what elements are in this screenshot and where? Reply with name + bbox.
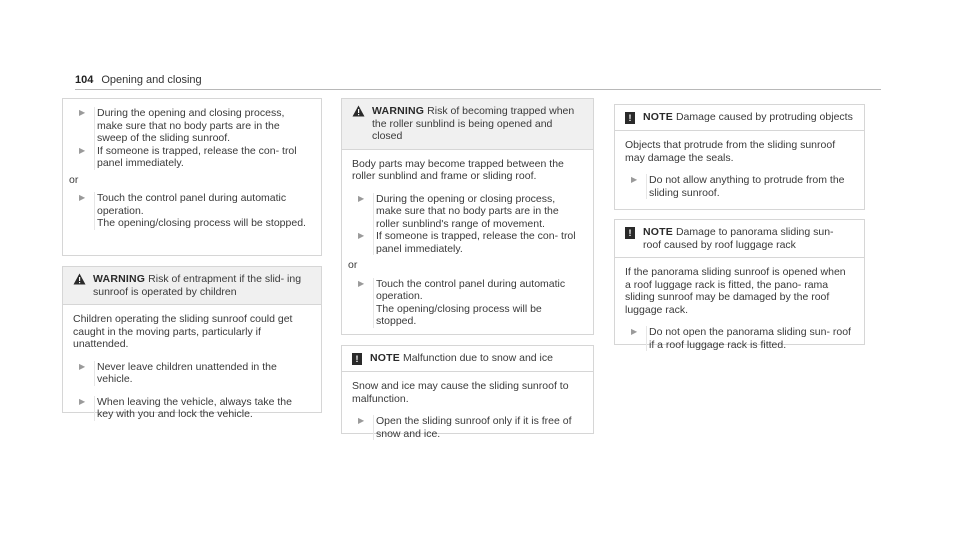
note-keyword: NOTE [643,111,673,123]
arrow-right-icon: ▶ [358,231,365,240]
arrow-right-icon: ▶ [358,416,365,425]
step-item: ▶ Never leave children unattended in the vehicle. [73,361,311,386]
warning-triangle-icon [73,273,87,298]
section-title: Opening and closing [101,74,202,86]
arrow-right-icon: ▶ [79,193,86,202]
note-body: If the panorama sliding sunroof is opened when a roof luggage rack is fitted, the pano- rama sliding sunroof may be damaged by the roof luggage rack. [625,266,846,316]
exclamation-icon: ! [625,112,635,124]
step-item: ▶ During the opening and closing process, make sure that no body parts are in the sweep of the sliding sunroof. [73,107,311,145]
note-title: Damage to panorama sliding sun- roof caused by roof luggage rack [643,226,834,251]
exclamation-icon: ! [352,353,362,365]
note-keyword: NOTE [643,226,673,238]
arrow-right-icon: ▶ [631,327,638,336]
warning-title: Risk of entrapment if the slid- ing sunroof is operated by children [93,273,302,298]
note-box-luggage-rack [614,219,865,351]
warning-keyword: WARNING [372,105,425,117]
step-item: ▶ Touch the control panel during automatic operation. The opening/closing process will be stopped. [73,192,311,230]
or-label: or [348,259,358,271]
warning-box-children [62,266,322,420]
note-title: Damage caused by protruding objects [675,111,853,123]
arrow-right-icon: ▶ [79,396,86,406]
warning-body: Body parts may become trapped between the roller sunblind and frame or sliding roof. [352,157,564,182]
header-divider [75,89,881,90]
note-keyword: NOTE [370,352,400,364]
step-item: ▶ Touch the control panel during automatic operation. The opening/closing process will be stopped. [352,278,583,328]
step-item: ▶ Do not allow anything to protrude from the sliding sunroof. [625,174,854,199]
arrow-right-icon: ▶ [631,175,638,184]
arrow-right-icon: ▶ [358,278,365,288]
arrow-right-icon: ▶ [79,145,86,155]
note-body: Snow and ice may cause the sliding sunroof to malfunction. [352,380,569,405]
col1-steps-box [62,98,322,256]
page-header [75,74,202,86]
warning-body: Children operating the sliding sunroof could get caught in the moving parts, particularly if unattended. [73,313,293,350]
or-label: or [69,173,79,186]
step-item: ▶ Do not open the panorama sliding sun- roof if a roof luggage rack is fitted. [625,326,854,351]
arrow-right-icon: ▶ [358,193,365,203]
step-item: ▶ When leaving the vehicle, always take the key with you and lock the vehicle. [73,396,311,421]
step-item: ▶ Open the sliding sunroof only if it is free of snow and ice. [352,415,583,440]
arrow-right-icon: ▶ [79,361,86,371]
step-item: ▶ During the opening or closing process, make sure that no body parts are in the roller sunblind's range of movement. [352,193,583,231]
step-item: ▶ If someone is trapped, release the con- trol panel immediately. [352,230,583,255]
note-title: Malfunction due to snow and ice [402,352,553,364]
warning-triangle-icon [352,105,366,143]
warning-title: Risk of becoming trapped when the roller sunblind is being opened and closed [372,105,575,142]
page-number: 104 [75,74,94,86]
warning-keyword: WARNING [93,273,146,285]
note-body: Objects that protrude from the sliding sunroof may damage the seals. [625,139,836,164]
note-box-snow-ice [341,345,594,440]
note-box-protruding-objects [614,104,865,210]
warning-box-roller-sunblind [341,98,594,335]
exclamation-icon: ! [625,227,635,239]
arrow-right-icon: ▶ [79,108,86,117]
step-item: ▶ If someone is trapped, release the con- trol panel immediately. [73,145,311,170]
